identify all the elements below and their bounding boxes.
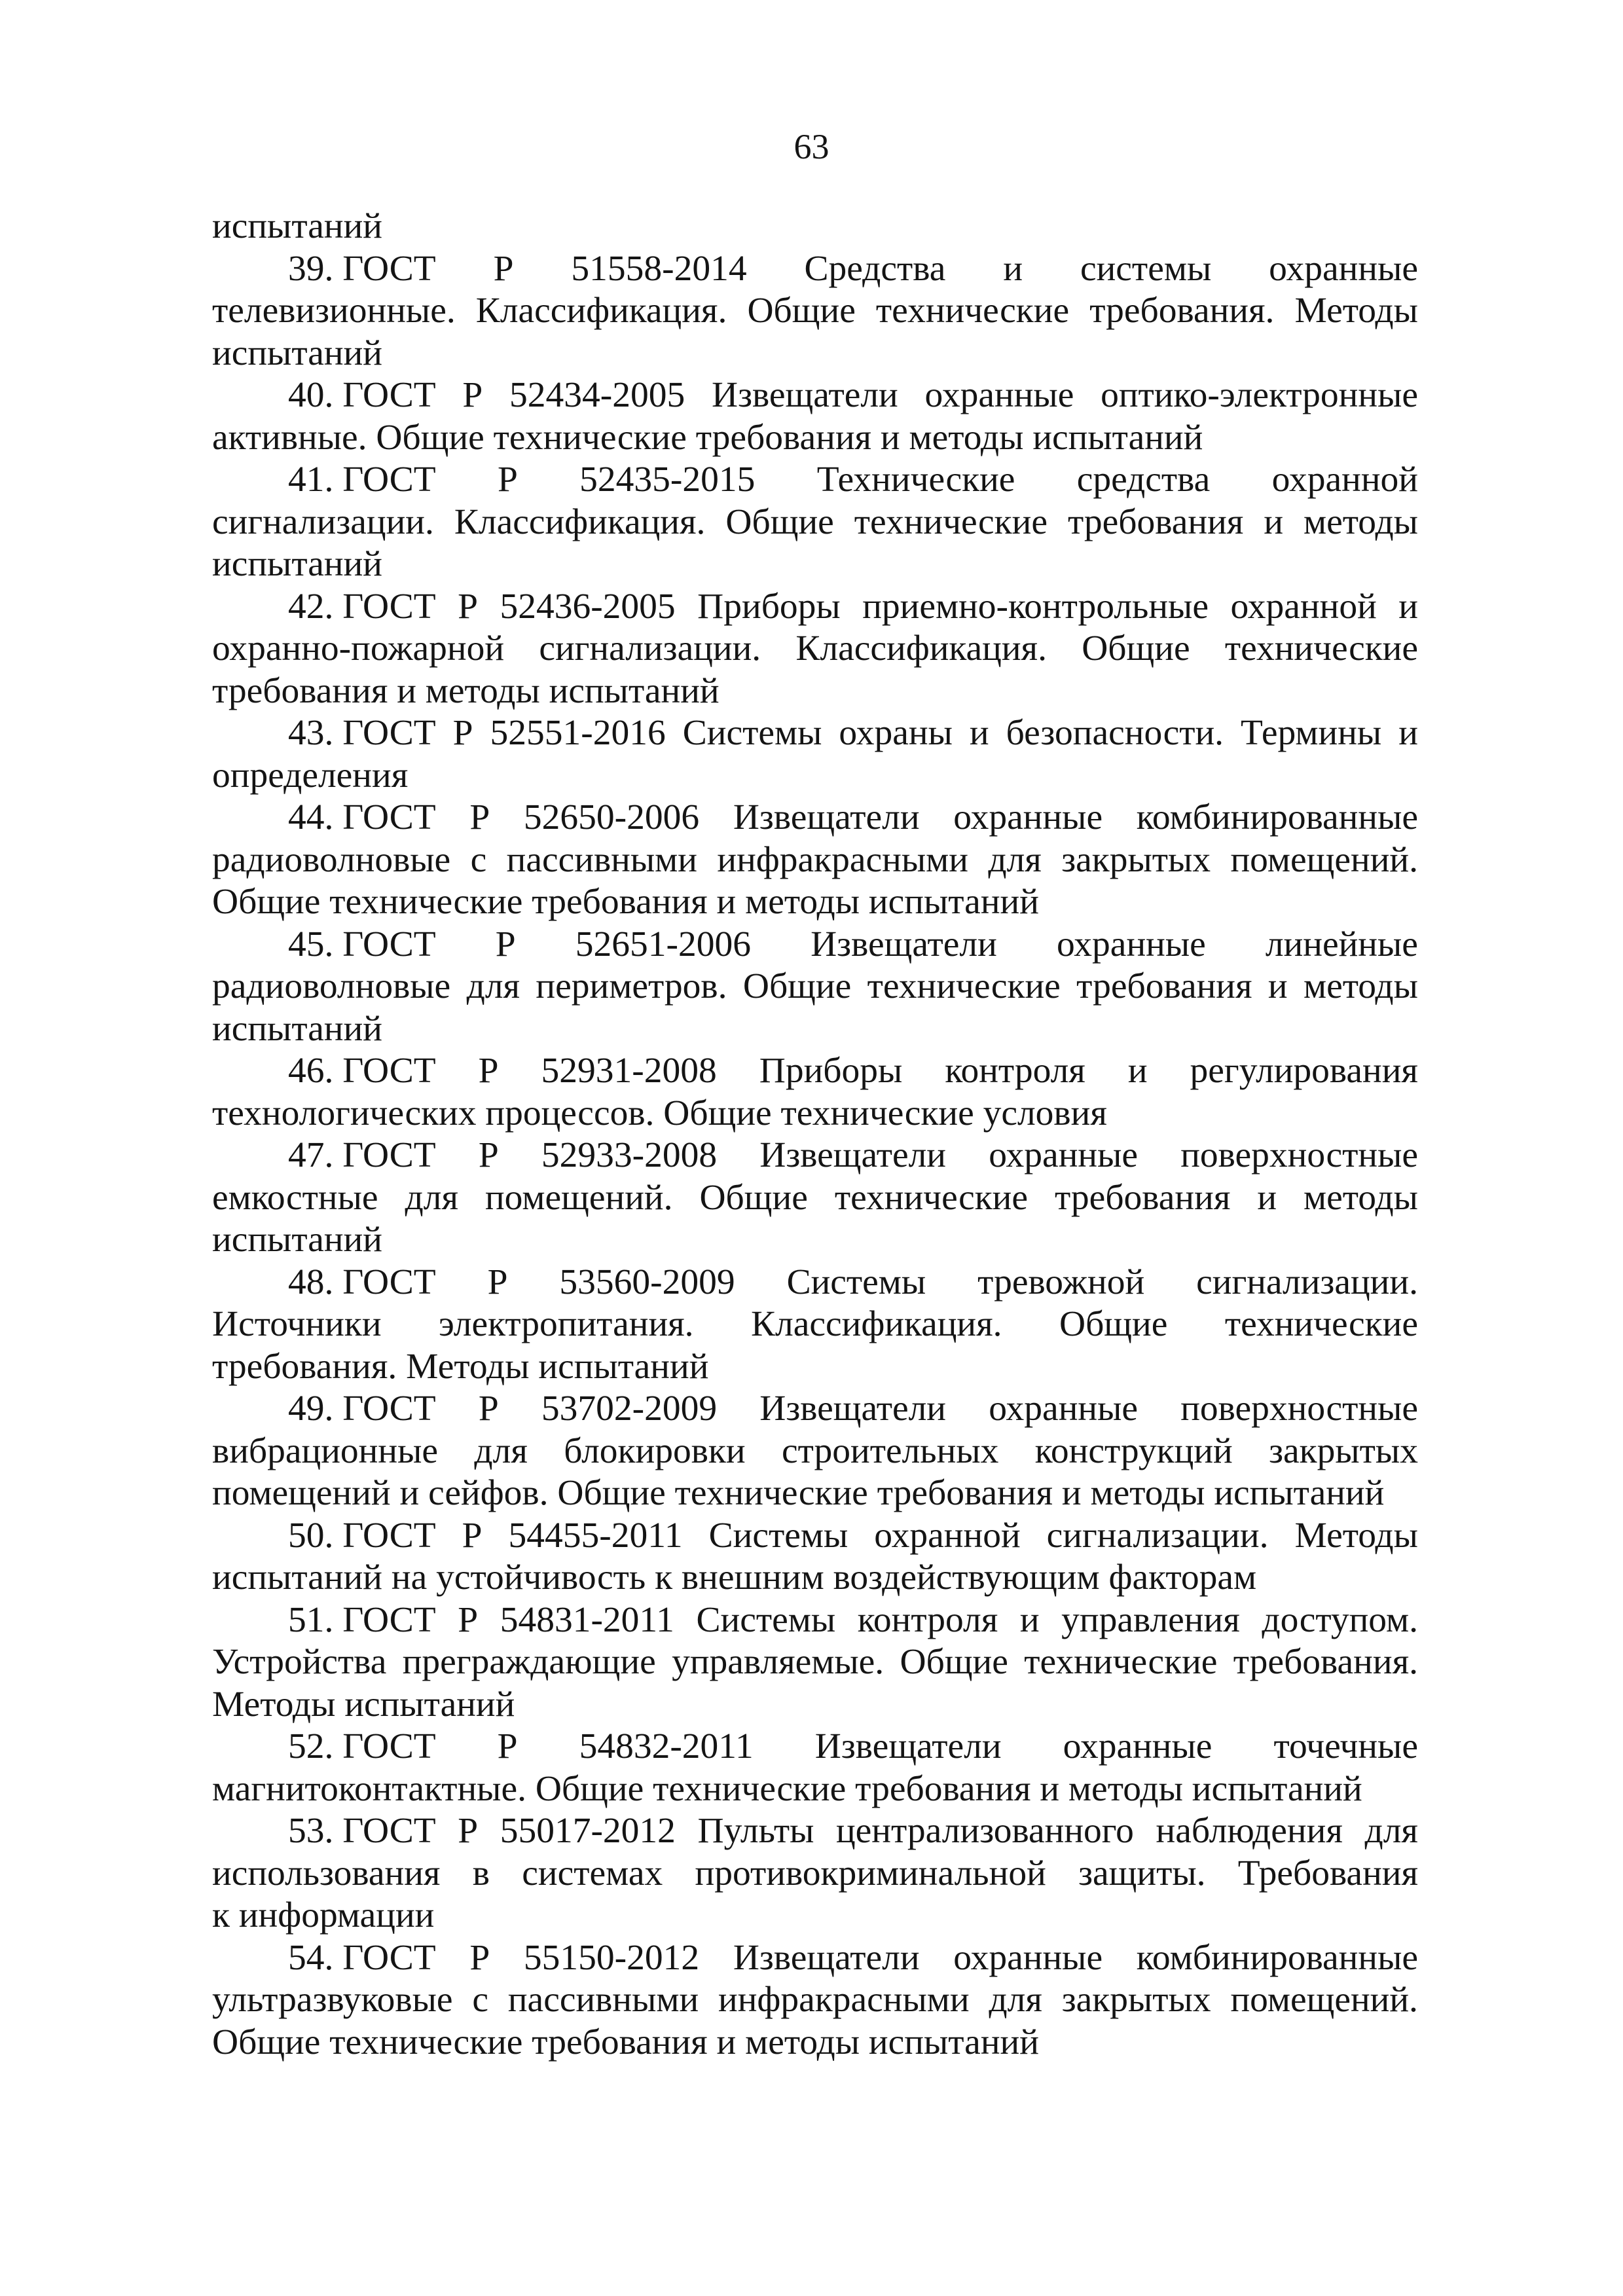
list-item: [212, 924, 1418, 1051]
text-line: 42. ГОСТ Р 52436-2005 Приборы приемно-контрольные охранной и: [288, 586, 1418, 627]
item-number: 43.: [288, 713, 334, 753]
continuation-text: [212, 206, 1418, 248]
text-line: 49. ГОСТ Р 53702-2009 Извещатели охранные поверхностные: [288, 1389, 1418, 1429]
text-line: радиоволновые с пассивными инфракрасными для закрытых помещений.: [212, 839, 1418, 880]
text-line: испытаний на устойчивость к внешним воздействующим факторам: [212, 1558, 1257, 1597]
list-item: [212, 712, 1418, 797]
text-line: 44. ГОСТ Р 52650-2006 Извещатели охранные комбинированные: [288, 797, 1418, 837]
text-line: 47. ГОСТ Р 52933-2008 Извещатели охранные поверхностные: [288, 1135, 1418, 1175]
text-line: радиоволновые для периметров. Общие технические требования и методы: [212, 966, 1418, 1006]
list-item: [212, 1810, 1418, 1937]
item-number: 40.: [288, 375, 334, 415]
item-number: 47.: [288, 1135, 334, 1175]
item-number: 48.: [288, 1262, 334, 1302]
item-number: 50.: [288, 1515, 334, 1556]
text-line: помещений и сейфов. Общие технические требования и методы испытаний: [212, 1473, 1385, 1513]
text-line: 50. ГОСТ Р 54455-2011 Системы охранной сигнализации. Методы: [288, 1515, 1418, 1556]
item-number: 51.: [288, 1599, 334, 1640]
text-line: активные. Общие технические требования и методы испытаний: [212, 417, 1203, 458]
list-item: [212, 1726, 1418, 1810]
list-item: [212, 248, 1418, 375]
text-line: испытаний: [212, 544, 382, 584]
page-number: 63: [793, 127, 830, 166]
item-number: 52.: [288, 1726, 334, 1766]
item-number: 41.: [288, 460, 334, 500]
text-line: 43. ГОСТ Р 52551-2016 Системы охраны и безопасности. Термины и: [288, 713, 1418, 753]
text-line: требования и методы испытаний: [212, 670, 720, 711]
list-item: [212, 1937, 1418, 2064]
text-line: Общие технические требования и методы испытаний: [212, 882, 1039, 922]
text-line: технологических процессов. Общие технические условия: [212, 1093, 1107, 1133]
list-item: [212, 797, 1418, 924]
text-line: испытаний: [212, 1008, 382, 1049]
text-line: использования в системах противокриминальной защиты. Требования: [212, 1853, 1418, 1893]
item-number: 49.: [288, 1389, 334, 1429]
text-line: охранно-пожарной сигнализации. Классификация. Общие технические: [212, 629, 1418, 668]
item-number: 45.: [288, 924, 334, 964]
list-item: [212, 374, 1418, 459]
text-line: емкостные для помещений. Общие технические требования и методы: [212, 1177, 1418, 1218]
item-number: 44.: [288, 797, 334, 837]
list-item: [212, 459, 1418, 586]
text-line: 45. ГОСТ Р 52651-2006 Извещатели охранные линейные: [288, 924, 1418, 964]
text-line: Методы испытаний: [212, 1684, 515, 1724]
text-line: испытаний: [212, 333, 382, 373]
text-line: сигнализации. Классификация. Общие технические требования и методы: [212, 501, 1418, 542]
item-number: 39.: [288, 248, 334, 289]
text-line: магнитоконтактные. Общие технические требования и методы испытаний: [212, 1768, 1362, 1809]
text-line: испытаний: [212, 206, 382, 246]
list-item: [212, 1599, 1418, 1726]
list-item: [212, 1135, 1418, 1262]
text-line: к информации: [212, 1895, 435, 1935]
text-line: 40. ГОСТ Р 52434-2005 Извещатели охранные оптико-электронные: [288, 375, 1418, 415]
text-line: определения: [212, 755, 409, 795]
text-line: 39. ГОСТ Р 51558-2014 Средства и системы охранные: [288, 248, 1418, 289]
list-item: [212, 1515, 1418, 1599]
text-line: испытаний: [212, 1220, 382, 1260]
list-item: [212, 586, 1418, 713]
text-line: 51. ГОСТ Р 54831-2011 Системы контроля и управления доступом.: [288, 1599, 1418, 1640]
text-line: 41. ГОСТ Р 52435-2015 Технические средства охранной: [288, 460, 1418, 500]
text-line: требования. Методы испытаний: [212, 1346, 709, 1387]
item-number: 42.: [288, 586, 334, 627]
text-line: Источники электропитания. Классификация. Общие технические: [212, 1304, 1418, 1344]
text-line: 48. ГОСТ Р 53560-2009 Системы тревожной сигнализации.: [288, 1262, 1418, 1302]
text-line: 46. ГОСТ Р 52931-2008 Приборы контроля и регулирования: [288, 1051, 1418, 1091]
item-number: 46.: [288, 1051, 334, 1091]
list-item: [212, 1388, 1418, 1515]
text-line: телевизионные. Классификация. Общие технические требования. Методы: [212, 291, 1418, 331]
item-number: 53.: [288, 1811, 334, 1851]
text-line: 53. ГОСТ Р 55017-2012 Пульты централизованного наблюдения для: [288, 1811, 1418, 1851]
list-item: [212, 1050, 1418, 1135]
text-line: 54. ГОСТ Р 55150-2012 Извещатели охранные комбинированные: [288, 1937, 1418, 1978]
text-line: Общие технические требования и методы испытаний: [212, 2022, 1039, 2062]
text-line: 52. ГОСТ Р 54832-2011 Извещатели охранные точечные: [288, 1726, 1418, 1766]
text-line: вибрационные для блокировки строительных конструкций закрытых: [212, 1430, 1418, 1471]
text-line: Устройства преграждающие управляемые. Общие технические требования.: [212, 1642, 1418, 1682]
document-body: [212, 206, 1418, 2064]
list-item: [212, 1262, 1418, 1389]
text-line: ультразвуковые с пассивными инфракрасными для закрытых помещений.: [212, 1980, 1418, 2020]
item-number: 54.: [288, 1937, 334, 1978]
